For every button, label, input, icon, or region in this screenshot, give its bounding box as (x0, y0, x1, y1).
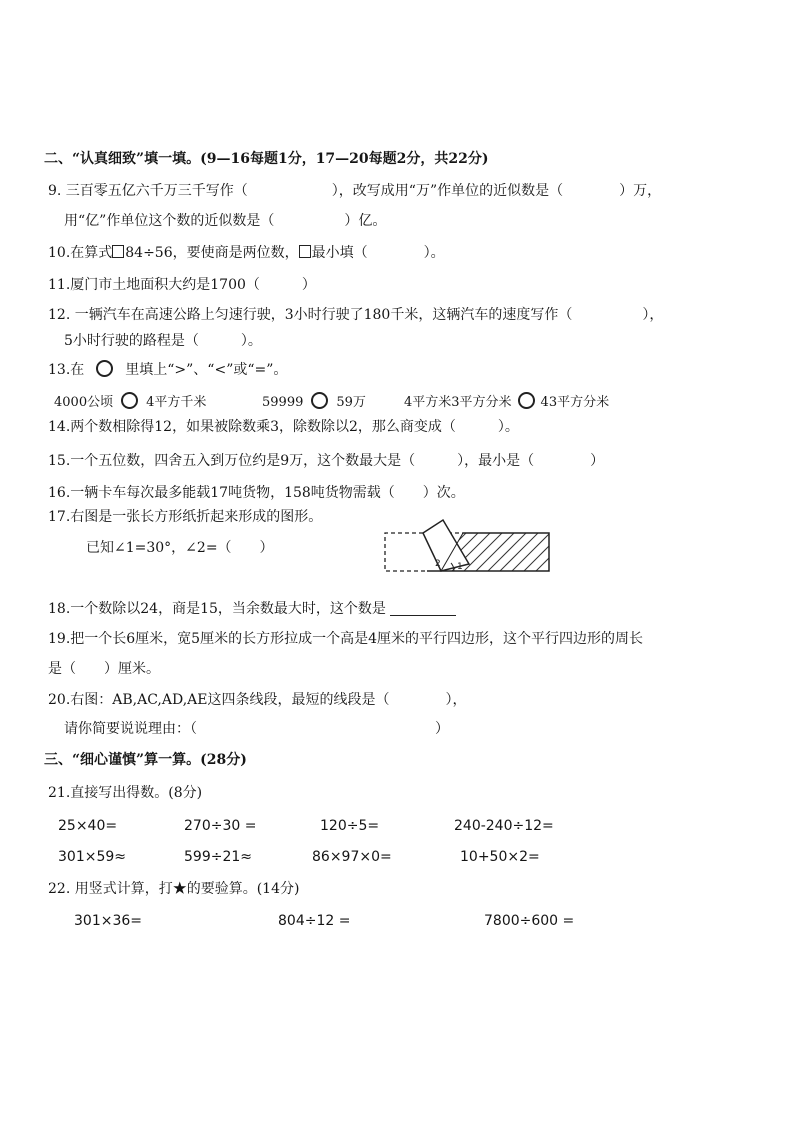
q13-c2-right: 59万 (336, 395, 366, 410)
q15: 15.一个五位数，四舍五入到万位约是9万，这个数最大是（ ），最小是（ ） (48, 453, 605, 469)
q12-line2: 5小时行驶的路程是（ ）。 (64, 333, 262, 349)
q9-line2: 用“亿”作单位这个数的近似数是（ ）亿。 (64, 213, 387, 229)
q21-item: 86×97×0= (312, 849, 392, 865)
q21-item: 240-240÷12= (454, 818, 554, 834)
q18 (48, 600, 456, 618)
q17-line1: 17.右图是一张长方形纸折起来形成的图形。 (48, 509, 323, 525)
angle-2-label: 2 (435, 559, 441, 569)
q18-text: 18.一个数除以24，商是15，当余数最大时，这个数是 (48, 601, 386, 617)
q13-compare-3 (404, 392, 609, 412)
section-3-heading: 三、“细心谨慎”算一算。(28分) (44, 752, 247, 768)
q21-item: 120÷5= (320, 818, 380, 834)
circle-blank-icon (518, 392, 535, 409)
blank-box-icon (299, 245, 311, 258)
folded-paper-figure (383, 512, 553, 576)
answer-blank (390, 601, 456, 616)
q22-item: 301×36= (74, 913, 142, 929)
q10-suffix: 最小填（ ）。 (311, 245, 445, 261)
q20-line1: 20.右图：AB,AC,AD,AE这四条线段，最短的线段是（ ）， (48, 692, 467, 708)
q19-line2: 是（ ）厘米。 (48, 661, 160, 677)
q21-item: 25×40= (58, 818, 118, 834)
circle-blank-icon (121, 392, 138, 409)
blank-box-icon (112, 245, 124, 258)
q17-line2: 已知∠1=30°，∠2=（ ） (86, 540, 274, 556)
q21-item: 599÷21≈ (184, 849, 252, 865)
q13-c2-left: 59999 (262, 395, 304, 410)
circle-blank-icon (96, 360, 113, 377)
q22-title: 22. 用竖式计算，打★的要验算。(14分) (48, 881, 300, 897)
section-2-heading: 二、“认真细致”填一填。(9—16每题1分，17—20每题2分，共22分) (44, 151, 489, 167)
q13-c1-left: 4000公顷 (54, 395, 114, 410)
circle-blank-icon (311, 392, 328, 409)
q20-line2: 请你简要说说理由：（ ） (64, 721, 449, 737)
q22-item: 804÷12 = (278, 913, 351, 929)
q11: 11.厦门市土地面积大约是1700（ ） (48, 277, 316, 293)
q10 (48, 244, 445, 262)
q10-middle: 84÷56，要使商是两位数， (125, 245, 299, 261)
q13-compare-1 (54, 392, 206, 412)
q21-item: 10+50×2= (460, 849, 540, 865)
q13-c3-left: 4平方米3平方分米 (404, 395, 512, 410)
q14: 14.两个数相除得12，如果被除数乘3，除数除以2，那么商变成（ ）。 (48, 419, 519, 435)
q10-prefix: 10.在算式 (48, 245, 113, 261)
q22-item: 7800÷600 = (484, 913, 575, 929)
q13-c1-right: 4平方千米 (146, 395, 207, 410)
q16: 16.一辆卡车每次最多能载17吨货物，158吨货物需载（ ）次。 (48, 485, 465, 501)
q21-title: 21.直接写出得数。(8分) (48, 785, 203, 801)
q21-item: 270÷30 = (184, 818, 257, 834)
q19-line1: 19.把一个长6厘米，宽5厘米的长方形拉成一个高是4厘米的平行四边形，这个平行四边形的周长 (48, 631, 643, 647)
angle-1-label: 1 (457, 562, 463, 572)
q12-line1: 12. 一辆汽车在高速公路上匀速行驶，3小时行驶了180千米，这辆汽车的速度写作（ ）， (48, 307, 664, 323)
q13-c3-right: 43平方分米 (540, 395, 610, 410)
q13-suffix: 里填上“>”、“<”或“=”。 (125, 362, 288, 378)
q13-compare-2 (262, 392, 366, 412)
q13-prefix: 13.在 (48, 362, 85, 378)
q9-line1: 9. 三百零五亿六千万三千写作（ ），改写成用“万”作单位的近似数是（ ）万， (48, 183, 662, 199)
q21-item: 301×59≈ (58, 849, 126, 865)
q13-intro (48, 360, 287, 379)
